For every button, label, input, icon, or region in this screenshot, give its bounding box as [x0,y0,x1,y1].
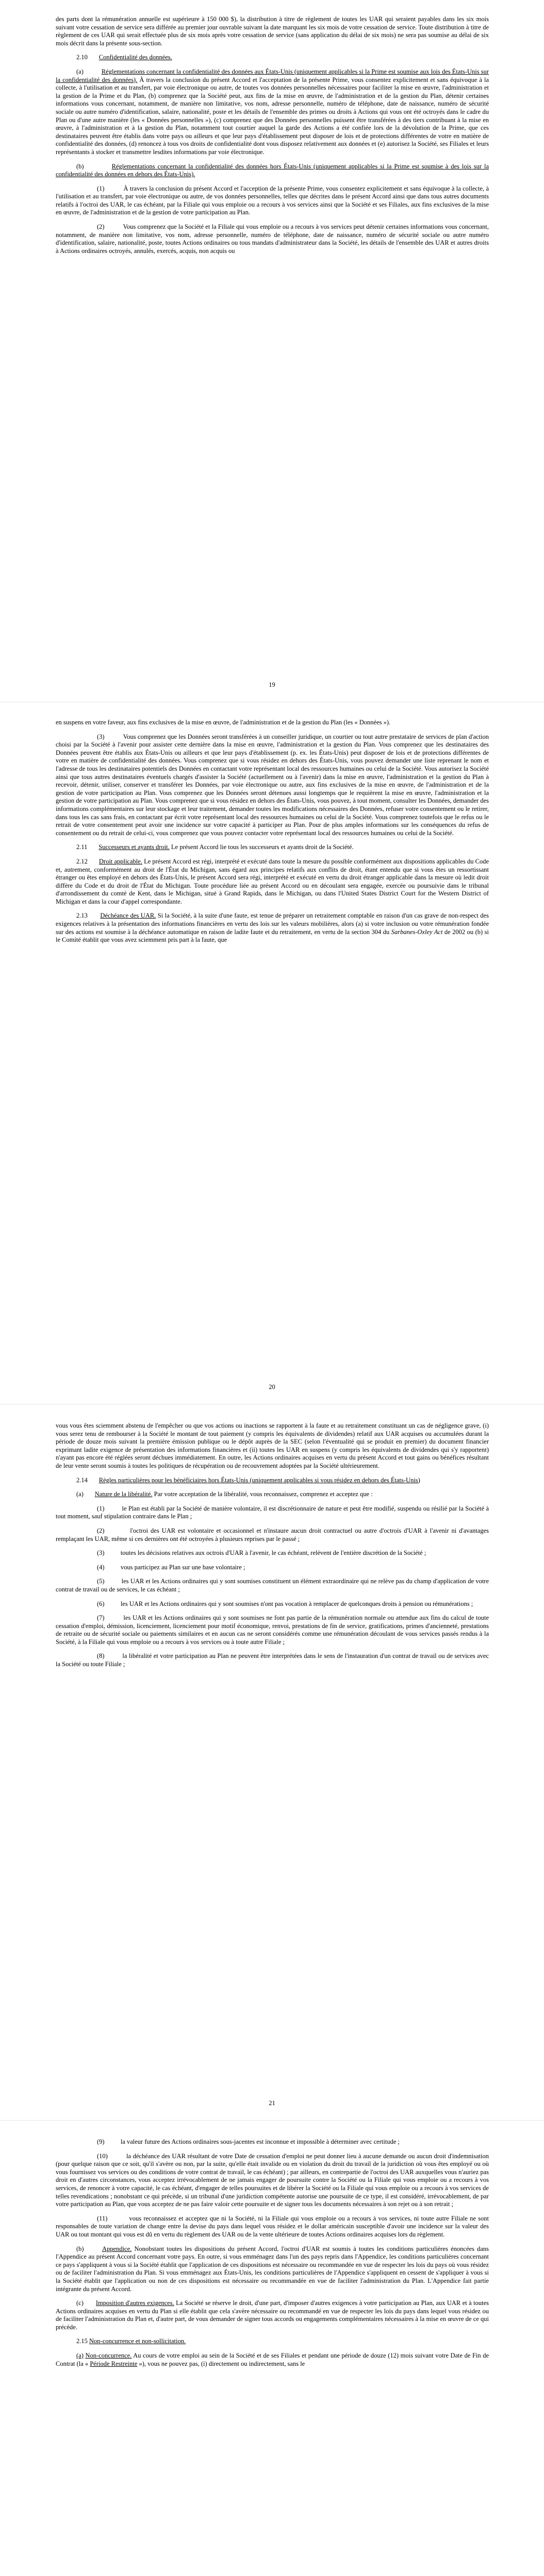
section-number: 2.15 [76,2337,88,2345]
section-body: Le présent Accord lie tous les successeurs et ayants droit de la Société. [169,843,354,851]
item-body: Vous comprenez que les Données seront transférées à un conseiller juridique, un courtier ou tout autre prestataire de services de plan d'action choisi par la Société à l'avenir pour assister cette dernière dans la mise en œuvre, l'administration et la gestion du Plan. Vous comprenez que les destinataires des Données peuvent être établis aux États-Unis ou ailleurs et que leur pays d'établissement (p. ex. les États-Unis) peut disposer de lois et de protections différentes de votre en matière de confidentialité des données. Vous comprenez que si vous résidez en dehors des États-Unis, vous pouvez demander une liste reprenant le nom et l'adresse de tous les destinataires potentiels des Données en contactant votre représentant local des ressources humaines ou celui de la Société. Vous autorisez la Société ainsi que tous autres destinataires éventuels chargés d'assister la Société (actuellement ou à l'avenir) dans la mise en œuvre, l'administration et la gestion du Plan à recevoir, détenir, utiliser, conserver et transférer les Données, par voie électronique ou autre, aux fins exclusives de la mise en œuvre, de l'administration et de la gestion de votre participation au Plan. Vous comprenez que les Données seront détenues aussi longtemps que le requièrent la mise en œuvre, l'administration et la gestion de votre participation au Plan. Vous comprenez que si vous résidez en dehors des États-Unis, vous pouvez, à tout moment, consulter les Données, demander des informations complémentaires sur leur stockage et leur traitement, demander toutes les modifications nécessaires des Données, refuser votre consentement ou le retirer, dans tous les cas sans frais, en contactant par écrit votre représentant local des ressources humaines ou celui de la Société. Vous comprenez toutefois que le refus ou le retrait de votre consentement peut avoir une incidence sur votre capacité à participer au Plan. Pour de plus amples informations sur les conséquences du refus de consentement ou du retrait de celui-ci, vous comprenez que vous pouvez contacter votre représentant local des ressources humaines ou celui de la Société. [56,733,489,837]
subsection-label: (b) [76,2245,84,2252]
item-label: (7) [97,1614,105,1622]
section-number: 2.11 [76,843,88,851]
item-body: la déchéance des UAR résultant de votre Date de cessation d'emploi ne peut donner lieu à aucune demande ou aucun droit d'indemnisation (pour quelque raison que ce soit, qu'il s'avère ou non, par la suite, qu'elle était invalide ou en violation du droit du travail de la juridiction où vous êtes employé ou où vous fournissez vos services ou des conditions de votre contrat de travail, le cas échéant) ; par ailleurs, en contrepartie de l'octroi des UAR auxquelles vous n'auriez pas droit en d'autres circonstances, vous acceptez irrévocablement de ne jamais engager de poursuite contre la Société ou la Filiale qui vous emploie ou a recours à vos services, de renoncer à votre capacité, le cas échéant, d'engager de telles poursuites et de libérer la Société ou la Filiale qui vous emploie ou a recours à vos services de telles revendications ; nonobstant ce qui précède, si un tribunal d'une juridiction compétente autorise une poursuite de ce type, il est considéré, irrévocablement, de par votre participation au Plan, que vous acceptez de ne pas faire valoir cette poursuite et de signer tous les documents nécessaires à son rejet ou à son retrait ; [56,2152,489,2208]
item-body: toutes les décisions relatives aux octrois d'UAR à l'avenir, le cas échéant, relèvent de l'entière discrétion de la Société ; [120,1549,426,1557]
list-item [56,1527,489,1543]
section-title: Déchéance des UAR. [100,912,156,920]
list-item [56,1652,489,1668]
item-label: (1) [97,184,105,192]
item-label: (3) [97,1549,105,1557]
spacer [105,1652,123,1659]
section-2-11 [56,843,489,852]
item-label: (2) [97,1527,105,1534]
section-title: Confidentialité des données. [98,54,172,61]
subsection-body: La Société se réserve le droit, d'une part, d'imposer d'autres exigences à votre participation au Plan, aux UAR et à toutes Actions ordinaires acquises en vertu du Plan si elle établit que cela s'avère nécessaire ou recommandé en vue de respecter les lois du pays dans lequel vous résidez ou de faciliter l'administration du Plan et, d'autre part, de vous demander de signer tous accords ou engagements complémentaires nécessaires à la mise en œuvre de ce qui précède. [56,2299,489,2331]
section-heading-2-10 [56,54,489,62]
section-title: Droit applicable. [98,857,142,865]
page-divider [0,2120,544,2121]
item-label: (4) [97,1563,105,1571]
item-label: (10) [97,2152,108,2160]
spacer [108,2153,126,2160]
list-item [56,1600,489,1608]
subsection-a [56,1490,489,1499]
paragraph: des parts dont la rémunération annuelle est supérieure à 150 000 $), la distribution à titre de règlement de toutes les UAR qui seraient payables dans les six mois suivant votre cessation de service sera différée au premier jour ouvrable suivant la date marquant les six mois de votre cessation de service. Toute distribution à titre de règlement de ces UAR qui serait effectuée plus de six mois après votre cessation de service (sans application du délai de six mois) ne sera pas soumise au délai de six mois décrit dans la présente sous-section. [56,15,489,47]
act-name: Sarbanes-Oxley Act [391,928,443,936]
list-item [56,2138,489,2146]
spacer [105,1614,124,1621]
subsection-a [56,68,489,157]
subsection-c [56,2299,489,2331]
item-3 [56,733,489,838]
page-number: 20 [269,1383,275,1391]
subsection-body: Par votre acceptation de la libéralité, vous reconnaissez, comprenez et acceptez que : [152,1490,373,1498]
subsection-title: Nature de la libéralité. [94,1490,153,1498]
paragraph: vous vous êtes sciemment abstenu de l'empêcher ou que vos actions ou inactions se rapportent à la faute et au retraitement constituant un cas de négligence grave, (i) vous serez tenu de rembourser à la Société le montant de tout paiement (y compris les équivalents de dividendes) relatif aux UAR acquises ou accumulées durant la période de douze mois suivant la première émission publique ou le dépôt auprès de la SEC (selon l'éventualité qui se produit en premier) du document financier exprimant ladite exigence de présentation des informations financières et (ii) toutes les UAR en suspens (y compris les équivalents de dividendes qui s'y rapportent) n'ayant pas encore été réglées seront déchues immédiatement. En outre, les Actions ordinaires acquises en vertu du présent Accord et tout gains ou bénéfices résultant de leur vente seront soumis à toutes les politiques de récupération ou de recouvrement adoptées par la Société ultérieurement. [56,1422,489,1469]
subsection-body: À travers la conclusion du présent Accord et l'acceptation de la présente Prime, vous consentez explicitement et sans équivoque à la collecte, à l'utilisation et au transfert, par voie électronique ou autre, de toutes vos données personnelles nécessaires pour faciliter la mise en œuvre, l'administration et la gestion de la Prime et du Plan, (b) comprenez que la Société peut, aux fins de la mise en œuvre, de l'administration et de la gestion du Plan, détenir certaines informations vous concernant, notamment, de manière non limitative, vos nom, adresse personnelle, numéro de téléphone, date de naissance, numéro de sécurité sociale ou autre numéro d'identification, salaire, nationalité, poste et les détails de l'ensemble des primes ou droits à Actions qui vous ont été octroyés dans le cadre du Plan ou d'une autre manière (les « Données personnelles »), (c) comprenez que des Données personnelles puissent être transférées à des tiers contribuant à la mise en œuvre, à l'administration et à la gestion du Plan, notamment tout courtier auquel la garde des Actions a été confiée lors de la dévolution de la Prime, que ces destinataires peuvent être établis dans votre pays ou ailleurs et que leur pays d'établissement peut disposer de lois et de protections différentes de votre en matière de confidentialité des données, (d) renoncez à tous vos droits de confidentialité dont vous disposez relativement aux données et (e) autorisez la Société, ses Filiales et leurs représentants à stocker et transmettre lesdites informations par voie électronique. [56,76,489,156]
section-number: 2.12 [76,857,88,865]
subsection-title: Réglementations concernant la confidentialité des données hors États-Unis (uniquement applicables si la Prime est soumise à des lois sur la confidentialité des données en dehors des États-Unis). [56,162,489,178]
list-item [56,1578,489,1594]
subsection-a [56,2352,489,2368]
item-body: les UAR et les Actions ordinaires qui y sont soumises n'ont pas vocation à remplacer de quelconques droits à pension ou rémunérations ; [120,1600,473,1607]
item-2 [56,223,489,255]
paragraph: en suspens en votre faveur, aux fins exclusives de la mise en œuvre, de l'administration et de la gestion du Plan (les « Données »). [56,719,391,726]
item-label: (2) [97,223,105,231]
subsection-title: Non-concurrence. [85,2352,132,2360]
subsection-body-tail: »), vous ne pouvez pas, (i) directement ou indirectement, sans le [137,2360,305,2367]
subsection-title: Réglementations concernant la confidentialité des données aux États-Unis (uniquement applicables si la Prime est soumise aux lois des États-Unis sur la confidentialité des données). [56,67,489,83]
page-21 [56,1422,489,1675]
item-body: la valeur future des Actions ordinaires sous-jacentes est inconnue et impossible à déterminer avec certitude ; [120,2138,400,2145]
page-number: 21 [269,2099,275,2107]
list [56,1505,489,1669]
page-19 [56,15,489,261]
item-label: (11) [97,2214,108,2222]
section-number: 2.13 [76,912,88,920]
item-body: Vous comprenez que la Société et la Filiale qui vous emploie ou a recours à vos services peut détenir certaines informations vous concernant, notamment, de manière non limitative, vos nom, adresse personnelle, numéro de téléphone, date de naissance, numéro de sécurité sociale ou autre numéro d'identification, salaire, nationalité, poste, toutes Actions ordinaires ou tous mandats d'administrateur dans la Société, les détails de l'ensemble des UAR et autres droits à Actions ordinaires octroyés, annulés, exercés, acquis, non acquis ou [56,223,489,255]
list-item [56,1614,489,1646]
item-label: (6) [97,1600,105,1607]
spacer [107,2215,129,2222]
section-body: Le présent Accord est régi, interprété et exécuté dans toute la mesure du possible conformément aux dispositions applicables du Code et, autrement, conformément au droit de l'État du Michigan, sans égard aux principes relatifs aux conflits de droit, étant entendu que si vous êtes un ressortissant étranger ou êtes employé en dehors des États-Unis, le présent Accord sera régi, interprété et exécuté en vertu du droit étranger applicable dans la mesure où ledit droit diffère du Code et du droit de l'État du Michigan. Toute procédure liée au présent Accord ou en découlant sera engagée, exercée ou poursuivie dans le tribunal d'arrondissement du comté de Kent, dans le Michigan, situé à Grand Rapids, dans le Michigan, ou dans l'United States District Court for the Western District of Michigan et dans la cour d'appel correspondante. [56,857,489,905]
subsection-b [56,163,489,179]
spacer [105,1549,121,1556]
item-body: les UAR et les Actions ordinaires qui y sont soumises constituent un élément extraordinaire qui ne relève pas du champ d'application de votre contrat de travail ou de services, le cas échéant ; [56,1578,489,1593]
section-number: 2.10 [76,54,88,61]
page-20 [56,719,489,951]
section-title: Règles particulières pour les bénéficiaires hors États-Unis (uniquement applicables si vous résidez en dehors des États-Unis) [98,1476,420,1484]
spacer [105,1505,122,1512]
section-body: Si la Société, à la suite d'une faute, est tenue de préparer un retraitement comptable en raison d'un cas grave de non-respect des exigences relatives à la présentation des informations financières en vertu des lois sur les valeurs mobilières, alors (a) si votre inclusion ou votre rémunération fondée sur des actions est soumise à la déchéance automatique en raison de ladite faute et du retraitement, en vertu de la section 304 du [56,912,489,936]
subsection-label: (b) [76,162,84,170]
spacer [105,2138,121,2145]
item-label: (5) [97,1578,105,1585]
item-1 [56,185,489,217]
section-title: Non-concurrence et non-sollicitation. [89,2337,186,2345]
section-2-13 [56,912,489,944]
section-body-tail: de 2002 ou (b) si le Comité établit que vous avez sciemment pris part à la faute, que [56,928,489,944]
page-number: 19 [269,681,275,688]
subsection-b [56,2245,489,2294]
list-item [56,1549,489,1557]
list [56,2138,489,2239]
subsection-label: (a) [76,2352,84,2360]
subsection-label: (c) [76,2299,84,2307]
defined-term: Période Restreinte [90,2360,138,2367]
subsection-label: (a) [76,67,84,75]
section-2-14 [56,1477,489,1485]
spacer [105,1600,121,1607]
spacer [105,1578,122,1585]
item-body: le Plan est établi par la Société de manière volontaire, il est discrétionnaire de nature et peut être modifié, suspendu ou résilié par la Société à tout moment, sauf stipulation contraire dans le Plan ; [56,1504,489,1520]
item-label: (9) [97,2138,105,2145]
list-item [56,2153,489,2209]
section-2-12 [56,858,489,906]
item-body: vous participez au Plan sur une base volontaire ; [120,1563,245,1571]
spacer [105,1564,121,1571]
section-2-15 [56,2337,489,2346]
list-item [56,2215,489,2239]
subsection-label: (a) [76,1490,84,1498]
item-body: À travers la conclusion du présent Accord et l'acception de la présente Prime, vous consentez explicitement et sans équivoque à la collecte, à l'utilisation et au transfert, par voie électronique ou autre, de vos données personnelles, telles que décrites dans le présent Accord ainsi que dans tous autres documents relatifs à l'octroi des UAR, le cas échéant, par la Filiale qui vous emploie ou a recours à vos services ainsi que la Société et ses Filiales, aux fins exclusives de la mise en œuvre, de l'administration et de la gestion de votre participation au Plan. [56,184,489,216]
list-item [56,1564,489,1572]
item-body: l'octroi des UAR est volontaire et occasionnel et n'instaure aucun droit contractuel ou autre d'octrois d'UAR à l'avenir ni d'avantages remplaçant les UAR, même si ces dernières ont été octroyées à plusieurs reprises par le passé ; [56,1527,489,1543]
page-22 [56,2138,489,2374]
spacer [105,1527,130,1534]
subsection-body: Nonobstant toutes les dispositions du présent Accord, l'octroi d'UAR est soumis à toutes les conditions particulières énoncées dans l'Appendice au présent Accord concernant votre pays. En outre, si vous emménagez dans l'un des pays repris dans l'Appendice, les conditions particulières concernant ce pays s'appliquent à vous si la Société établit que l'application de ces dispositions est nécessaire ou recommandée en vue de respecter les lois du pays où vous résidez ou de faciliter l'administration du Plan. Si vous emménagez aux États-Unis, les conditions particulières de l'Appendice s'appliquent en cessent de s'appliquer à vous si la Société établit que l'application ou non de ces dispositions est nécessaire ou recommandée en vue de faciliter l'administration du Plan. L'Appendice fait partie intégrante du présent Accord. [56,2245,489,2293]
subsection-title: Appendice. [102,2245,132,2252]
list-item [56,1505,489,1521]
item-label: (3) [97,733,105,740]
subsection-body: Au cours de votre emploi au sein de la Société et de ses Filiales et pendant une période de douze (12) mois suivant votre Date de Fin de Contrat (la « [56,2352,489,2367]
item-label: (8) [97,1652,105,1660]
section-number: 2.14 [76,1476,88,1484]
item-label: (1) [97,1504,105,1512]
item-body: vous reconnaissez et acceptez que ni la Société, ni la Filiale qui vous emploie ou a recours à vos services, ni toute autre Filiale ne sont responsables de toute variation de change entre la devise du pays dans lequel vous résidez et le dollar américain susceptible d'avoir une incidence sur la valeur des UAR ou tout montant qui vous est dû en vertu du règlement des UAR ou de la vente ultérieure de toutes Actions ordinaires acquises lors du règlement. [56,2214,489,2238]
section-title: Successeurs et ayants droit. [98,843,170,851]
item-body: la libéralité et votre participation au Plan ne peuvent être interprétées dans le sens de l'instauration d'un contrat de travail ou de services avec la Société ou toute Filiale ; [56,1652,489,1668]
item-body: les UAR et les Actions ordinaires qui y sont soumises ne font pas partie de la rémunération normale ou attendue aux fins du calcul de toute cessation d'emploi, démission, licenciement, licenciement pour motif économique, renvoi, prestations de fin de service, gratifications, primes d'ancienneté, prestations de retraite ou de sécurité sociale ou paiements similaires et en aucun cas ne seront considérés comme une rémunération découlant de vous services passés rendus à la Société, à la Filiale qui vous emploie ou a recours à vos services ou à toute autre Filiale ; [56,1614,489,1646]
subsection-title: Imposition d'autres exigences. [95,2299,174,2307]
